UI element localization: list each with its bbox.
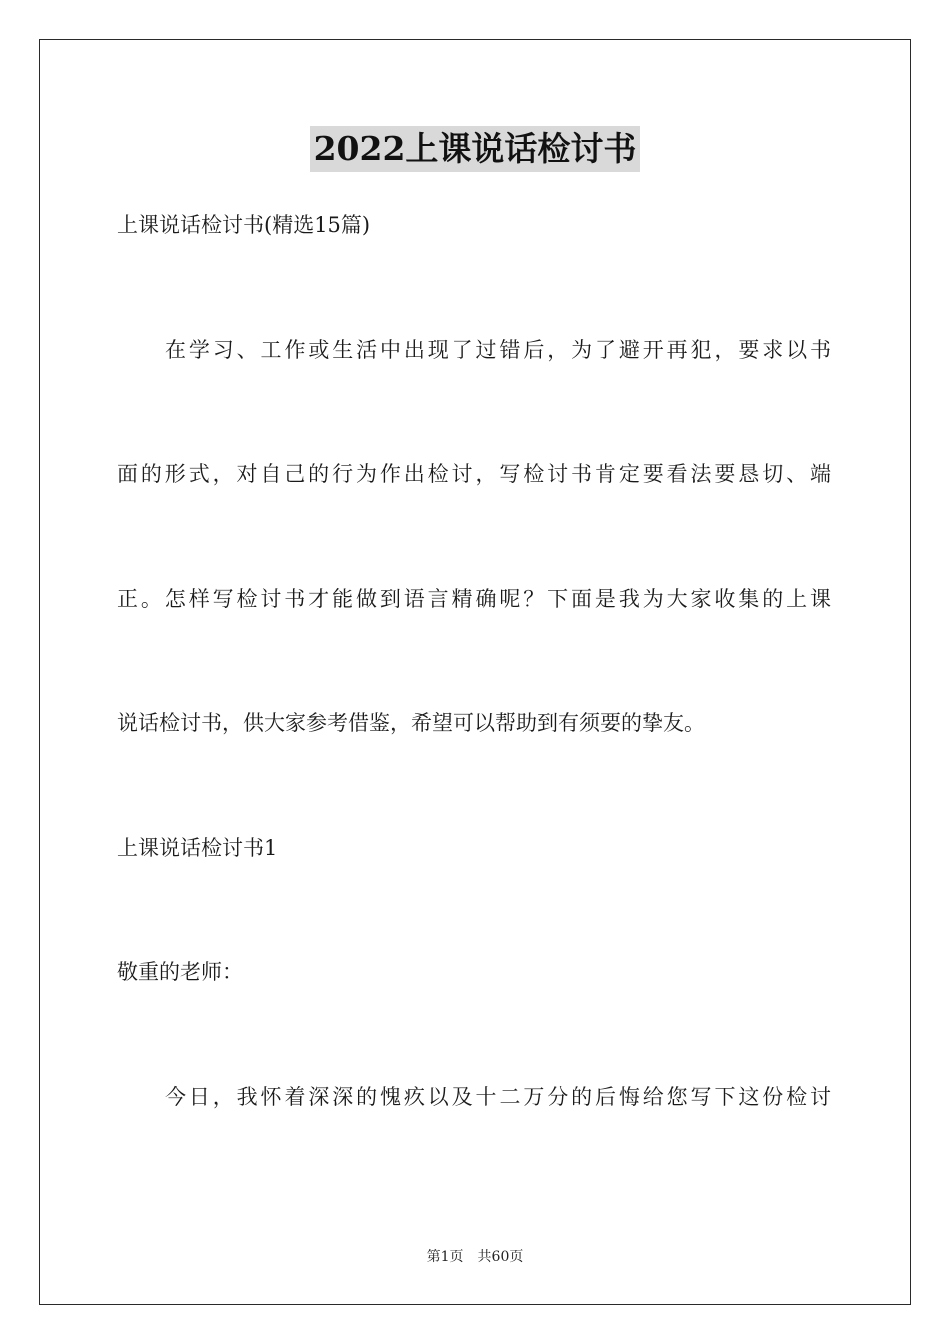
paragraph-line: 面的形式，对自己的行为作出检讨，写检讨书肯定要看法要恳切、端 [117,462,831,486]
title-container [0,126,950,172]
page-number: 第1页 [426,1249,464,1265]
document-subtitle: 上课说话检讨书(精选15篇) [117,213,371,237]
section-heading: 上课说话检讨书1 [117,836,278,860]
document-title: 2022上课说话检讨书 [310,126,641,172]
paragraph-line: 今日，我怀着深深的愧疚以及十二万分的后悔给您写下这份检讨 [165,1085,831,1109]
paragraph-line: 说话检讨书，供大家参考借鉴，希望可以帮助到有须要的挚友。 [117,711,705,735]
page-total: 共60页 [477,1249,524,1265]
paragraph-line: 在学习、工作或生活中出现了过错后，为了避开再犯，要求以书 [165,338,831,362]
paragraph-line: 正。怎样写检讨书才能做到语言精确呢？下面是我为大家收集的上课 [117,587,831,611]
salutation: 敬重的老师： [117,960,243,984]
page-footer [0,1248,950,1266]
